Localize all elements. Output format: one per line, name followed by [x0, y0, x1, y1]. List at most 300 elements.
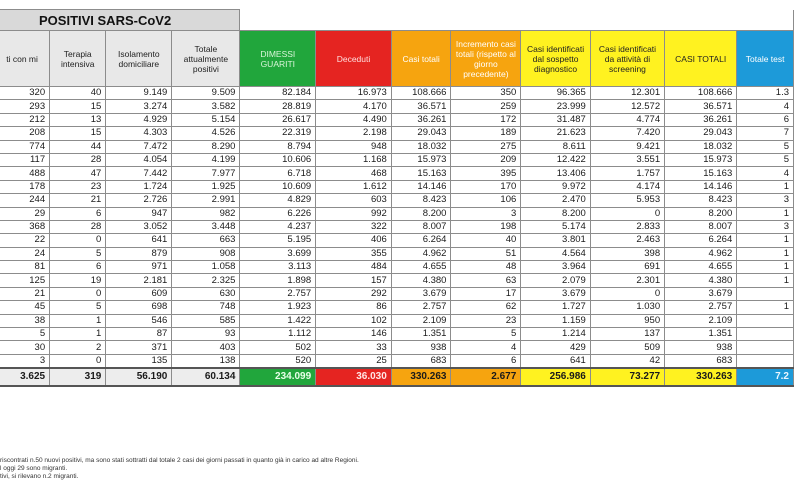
cell-totale-test	[737, 287, 794, 300]
cell-casi-totali: 36.571	[391, 100, 451, 113]
cell-totale-positivi: 982	[172, 207, 240, 220]
cell-casi-screening: 1.757	[590, 167, 664, 180]
cell-ricoverati: 488	[0, 167, 50, 180]
column-header-casi-sospetto-diagnostico: Casi identificati dal sospetto diagnostico	[521, 31, 591, 87]
cell-casi-totali: 2.109	[391, 314, 451, 327]
cell-casi-screening: 12.572	[590, 100, 664, 113]
cell-casi-sospetto-diagnostico: 8.200	[521, 207, 591, 220]
cell-isolamento-domiciliare: 609	[106, 287, 172, 300]
cell-ricoverati: 208	[0, 127, 50, 140]
cell-dimessi-guariti: 10.609	[240, 180, 316, 193]
footnote: l oggi 29 sono migranti.	[0, 465, 68, 472]
total-casi-screening: 73.277	[590, 368, 664, 386]
cell-casi-screening: 2.301	[590, 274, 664, 287]
cell-casi-totali: 108.666	[391, 87, 451, 100]
total-deceduti: 36.030	[316, 368, 392, 386]
cell-isolamento-domiciliare: 371	[106, 341, 172, 354]
cell-totale-test: 1	[737, 207, 794, 220]
cell-terapia-intensiva: 23	[50, 180, 106, 193]
cell-casi-totali: 18.032	[391, 140, 451, 153]
cell-deceduti: 33	[316, 341, 392, 354]
cell-casi-totali-2: 1.351	[665, 328, 737, 341]
cell-incremento-casi: 395	[451, 167, 521, 180]
cell-totale-positivi: 9.509	[172, 87, 240, 100]
table-row	[0, 113, 794, 126]
cell-totale-test: 3	[737, 220, 794, 233]
cell-casi-totali: 14.146	[391, 180, 451, 193]
cell-dimessi-guariti: 3.113	[240, 261, 316, 274]
cell-terapia-intensiva: 15	[50, 100, 106, 113]
cell-totale-test	[737, 328, 794, 341]
cell-incremento-casi: 198	[451, 220, 521, 233]
cell-deceduti: 484	[316, 261, 392, 274]
table-row	[0, 354, 794, 368]
cell-totale-positivi: 663	[172, 234, 240, 247]
cell-incremento-casi: 172	[451, 113, 521, 126]
cell-casi-screening: 509	[590, 341, 664, 354]
cell-incremento-casi: 48	[451, 261, 521, 274]
cell-deceduti: 948	[316, 140, 392, 153]
cell-ricoverati: 30	[0, 341, 50, 354]
cell-casi-screening: 398	[590, 247, 664, 260]
column-header-casi-totali-2: CASI TOTALI	[665, 31, 737, 87]
cell-casi-sospetto-diagnostico: 96.365	[521, 87, 591, 100]
table-row	[0, 220, 794, 233]
cell-totale-test: 6	[737, 113, 794, 126]
cell-casi-totali: 2.757	[391, 301, 451, 314]
cell-totale-test	[737, 314, 794, 327]
cell-totale-test	[737, 354, 794, 368]
cell-terapia-intensiva: 21	[50, 194, 106, 207]
cell-deceduti: 992	[316, 207, 392, 220]
cell-isolamento-domiciliare: 3.274	[106, 100, 172, 113]
cell-totale-positivi: 1.925	[172, 180, 240, 193]
cell-casi-totali-2: 4.380	[665, 274, 737, 287]
cell-ricoverati: 774	[0, 140, 50, 153]
cell-deceduti: 2.198	[316, 127, 392, 140]
cell-casi-totali-2: 6.264	[665, 234, 737, 247]
cell-deceduti: 16.973	[316, 87, 392, 100]
cell-ricoverati: 45	[0, 301, 50, 314]
cell-isolamento-domiciliare: 971	[106, 261, 172, 274]
cell-terapia-intensiva: 15	[50, 127, 106, 140]
cell-casi-totali-2: 36.571	[665, 100, 737, 113]
cell-casi-totali-2: 29.043	[665, 127, 737, 140]
cell-ricoverati: 125	[0, 274, 50, 287]
column-header-deceduti: Deceduti	[316, 31, 392, 87]
cell-totale-positivi: 3.448	[172, 220, 240, 233]
footnote: tivi, si rilevano n.2 migranti.	[0, 473, 79, 480]
cell-casi-sospetto-diagnostico: 31.487	[521, 113, 591, 126]
cell-dimessi-guariti: 2.757	[240, 287, 316, 300]
cell-totale-test: 5	[737, 140, 794, 153]
title-row	[0, 10, 794, 31]
cell-isolamento-domiciliare: 641	[106, 234, 172, 247]
cell-casi-sospetto-diagnostico: 2.079	[521, 274, 591, 287]
cell-incremento-casi: 5	[451, 328, 521, 341]
cell-incremento-casi: 209	[451, 153, 521, 166]
footnote: riscontrati n.50 nuovi positivi, ma sono stati sottratti dal totale 2 casi dei giorni passati in quanto già in carico ad altre Regioni.	[0, 457, 359, 464]
cell-totale-positivi: 138	[172, 354, 240, 368]
cell-terapia-intensiva: 6	[50, 207, 106, 220]
cell-casi-sospetto-diagnostico: 3.679	[521, 287, 591, 300]
total-dimessi-guariti: 234.099	[240, 368, 316, 386]
cell-casi-sospetto-diagnostico: 4.564	[521, 247, 591, 260]
cell-totale-test: 1.3	[737, 87, 794, 100]
cell-dimessi-guariti: 22.319	[240, 127, 316, 140]
cell-deceduti: 406	[316, 234, 392, 247]
cell-incremento-casi: 170	[451, 180, 521, 193]
table-row	[0, 127, 794, 140]
cell-isolamento-domiciliare: 947	[106, 207, 172, 220]
column-header-dimessi-guariti: DIMESSI GUARITI	[240, 31, 316, 87]
total-ricoverati: 3.625	[0, 368, 50, 386]
table-row	[0, 328, 794, 341]
cell-casi-totali: 683	[391, 354, 451, 368]
cell-ricoverati: 22	[0, 234, 50, 247]
cell-incremento-casi: 106	[451, 194, 521, 207]
cell-incremento-casi: 17	[451, 287, 521, 300]
column-header-totale-test: Totale test	[737, 31, 794, 87]
cell-casi-sospetto-diagnostico: 3.801	[521, 234, 591, 247]
total-incremento-casi: 2.677	[451, 368, 521, 386]
cell-casi-totali-2: 108.666	[665, 87, 737, 100]
cell-totale-positivi: 4.199	[172, 153, 240, 166]
cell-isolamento-domiciliare: 9.149	[106, 87, 172, 100]
cell-casi-totali: 938	[391, 341, 451, 354]
cell-totale-positivi: 585	[172, 314, 240, 327]
cell-casi-totali: 8.200	[391, 207, 451, 220]
totals-row	[0, 368, 794, 386]
cell-totale-test: 3	[737, 194, 794, 207]
cell-totale-test: 5	[737, 153, 794, 166]
cell-casi-screening: 7.420	[590, 127, 664, 140]
cell-terapia-intensiva: 0	[50, 287, 106, 300]
cell-casi-screening: 42	[590, 354, 664, 368]
cell-totale-test	[737, 341, 794, 354]
column-header-incremento-casi: Incremento casi totali (rispetto al giorno precedente)	[451, 31, 521, 87]
cell-totale-positivi: 1.058	[172, 261, 240, 274]
cell-totale-positivi: 2.991	[172, 194, 240, 207]
cell-casi-totali: 4.962	[391, 247, 451, 260]
cell-casi-totali-2: 3.679	[665, 287, 737, 300]
cell-casi-totali: 3.679	[391, 287, 451, 300]
cell-casi-screening: 137	[590, 328, 664, 341]
cell-dimessi-guariti: 5.195	[240, 234, 316, 247]
cell-casi-sospetto-diagnostico: 8.611	[521, 140, 591, 153]
cell-isolamento-domiciliare: 1.724	[106, 180, 172, 193]
cell-casi-totali: 4.380	[391, 274, 451, 287]
cell-casi-screening: 950	[590, 314, 664, 327]
cell-casi-totali: 8.423	[391, 194, 451, 207]
cell-isolamento-domiciliare: 135	[106, 354, 172, 368]
cell-dimessi-guariti: 4.829	[240, 194, 316, 207]
table-row	[0, 247, 794, 260]
cell-casi-sospetto-diagnostico: 2.470	[521, 194, 591, 207]
cell-deceduti: 102	[316, 314, 392, 327]
table-row	[0, 234, 794, 247]
column-header-terapia-intensiva: Terapia intensiva	[50, 31, 106, 87]
cell-casi-totali: 4.655	[391, 261, 451, 274]
cell-isolamento-domiciliare: 7.472	[106, 140, 172, 153]
cell-dimessi-guariti: 4.237	[240, 220, 316, 233]
cell-isolamento-domiciliare: 2.726	[106, 194, 172, 207]
cell-totale-positivi: 3.582	[172, 100, 240, 113]
cell-isolamento-domiciliare: 4.929	[106, 113, 172, 126]
table-row	[0, 167, 794, 180]
cell-deceduti: 4.170	[316, 100, 392, 113]
cell-dimessi-guariti: 82.184	[240, 87, 316, 100]
total-casi-sospetto-diagnostico: 256.986	[521, 368, 591, 386]
cell-incremento-casi: 63	[451, 274, 521, 287]
cell-ricoverati: 368	[0, 220, 50, 233]
cell-casi-totali: 8.007	[391, 220, 451, 233]
cell-casi-sospetto-diagnostico: 1.727	[521, 301, 591, 314]
cell-deceduti: 146	[316, 328, 392, 341]
table-row	[0, 287, 794, 300]
cell-ricoverati: 3	[0, 354, 50, 368]
cell-ricoverati: 320	[0, 87, 50, 100]
cell-casi-screening: 12.301	[590, 87, 664, 100]
cell-ricoverati: 293	[0, 100, 50, 113]
cell-totale-positivi: 8.290	[172, 140, 240, 153]
cell-casi-sospetto-diagnostico: 9.972	[521, 180, 591, 193]
cell-totale-positivi: 630	[172, 287, 240, 300]
cell-incremento-casi: 4	[451, 341, 521, 354]
cell-terapia-intensiva: 28	[50, 153, 106, 166]
cell-terapia-intensiva: 44	[50, 140, 106, 153]
cell-ricoverati: 178	[0, 180, 50, 193]
cell-casi-sospetto-diagnostico: 429	[521, 341, 591, 354]
cell-incremento-casi: 275	[451, 140, 521, 153]
cell-deceduti: 25	[316, 354, 392, 368]
cell-dimessi-guariti: 1.422	[240, 314, 316, 327]
cell-casi-totali-2: 2.109	[665, 314, 737, 327]
total-isolamento-domiciliare: 56.190	[106, 368, 172, 386]
cell-ricoverati: 212	[0, 113, 50, 126]
column-header-ricoverati: ti con mi	[0, 31, 50, 87]
cell-incremento-casi: 51	[451, 247, 521, 260]
cell-deceduti: 468	[316, 167, 392, 180]
cell-deceduti: 322	[316, 220, 392, 233]
cell-incremento-casi: 6	[451, 354, 521, 368]
cell-casi-sospetto-diagnostico: 1.214	[521, 328, 591, 341]
column-header-isolamento-domiciliare: Isolamento domiciliare	[106, 31, 172, 87]
cell-casi-totali-2: 4.962	[665, 247, 737, 260]
cell-isolamento-domiciliare: 879	[106, 247, 172, 260]
column-header-casi-totali: Casi totali	[391, 31, 451, 87]
cell-casi-totali-2: 14.146	[665, 180, 737, 193]
cell-isolamento-domiciliare: 4.054	[106, 153, 172, 166]
cell-casi-totali-2: 2.757	[665, 301, 737, 314]
header-row	[0, 31, 794, 87]
cell-deceduti: 1.168	[316, 153, 392, 166]
cell-deceduti: 4.490	[316, 113, 392, 126]
total-casi-totali-2: 330.263	[665, 368, 737, 386]
cell-totale-positivi: 4.526	[172, 127, 240, 140]
table-row	[0, 87, 794, 100]
cell-terapia-intensiva: 40	[50, 87, 106, 100]
cell-incremento-casi: 259	[451, 100, 521, 113]
cell-dimessi-guariti: 8.794	[240, 140, 316, 153]
cell-totale-test: 1	[737, 247, 794, 260]
cell-totale-test: 1	[737, 301, 794, 314]
cell-ricoverati: 5	[0, 328, 50, 341]
cell-casi-sospetto-diagnostico: 13.406	[521, 167, 591, 180]
cell-terapia-intensiva: 19	[50, 274, 106, 287]
cell-totale-test: 4	[737, 100, 794, 113]
cell-casi-totali-2: 18.032	[665, 140, 737, 153]
cell-totale-test: 1	[737, 274, 794, 287]
cell-totale-positivi: 2.325	[172, 274, 240, 287]
cell-terapia-intensiva: 2	[50, 341, 106, 354]
cell-deceduti: 1.612	[316, 180, 392, 193]
cell-isolamento-domiciliare: 4.303	[106, 127, 172, 140]
cell-dimessi-guariti: 3.699	[240, 247, 316, 260]
table-row	[0, 261, 794, 274]
cell-incremento-casi: 3	[451, 207, 521, 220]
cell-ricoverati: 81	[0, 261, 50, 274]
cell-casi-totali: 29.043	[391, 127, 451, 140]
table-title: POSITIVI SARS-CoV2	[0, 10, 240, 31]
cell-ricoverati: 244	[0, 194, 50, 207]
cell-incremento-casi: 23	[451, 314, 521, 327]
cell-casi-screening: 2.833	[590, 220, 664, 233]
cell-isolamento-domiciliare: 546	[106, 314, 172, 327]
cell-casi-sospetto-diagnostico: 23.999	[521, 100, 591, 113]
cell-casi-totali-2: 15.973	[665, 153, 737, 166]
cell-ricoverati: 29	[0, 207, 50, 220]
table-row	[0, 100, 794, 113]
cell-terapia-intensiva: 6	[50, 261, 106, 274]
cell-terapia-intensiva: 47	[50, 167, 106, 180]
cell-totale-test: 1	[737, 261, 794, 274]
cell-totale-positivi: 748	[172, 301, 240, 314]
cell-dimessi-guariti: 28.819	[240, 100, 316, 113]
footnotes	[0, 457, 800, 481]
cell-totale-test: 1	[737, 180, 794, 193]
table-row	[0, 274, 794, 287]
table-row	[0, 153, 794, 166]
cell-totale-positivi: 93	[172, 328, 240, 341]
cell-casi-totali-2: 938	[665, 341, 737, 354]
cell-deceduti: 603	[316, 194, 392, 207]
cell-deceduti: 355	[316, 247, 392, 260]
cell-casi-screening: 4.774	[590, 113, 664, 126]
cell-casi-totali-2: 8.200	[665, 207, 737, 220]
cell-terapia-intensiva: 1	[50, 328, 106, 341]
table-row	[0, 207, 794, 220]
cell-dimessi-guariti: 1.923	[240, 301, 316, 314]
cell-casi-sospetto-diagnostico: 641	[521, 354, 591, 368]
cell-totale-test: 4	[737, 167, 794, 180]
cell-casi-sospetto-diagnostico: 3.964	[521, 261, 591, 274]
cell-casi-totali: 15.163	[391, 167, 451, 180]
cell-dimessi-guariti: 26.617	[240, 113, 316, 126]
cell-terapia-intensiva: 28	[50, 220, 106, 233]
cell-dimessi-guariti: 10.606	[240, 153, 316, 166]
cell-casi-screening: 4.174	[590, 180, 664, 193]
cell-casi-sospetto-diagnostico: 21.623	[521, 127, 591, 140]
cell-isolamento-domiciliare: 87	[106, 328, 172, 341]
total-casi-totali: 330.263	[391, 368, 451, 386]
table-row	[0, 314, 794, 327]
cell-terapia-intensiva: 1	[50, 314, 106, 327]
cell-casi-screening: 691	[590, 261, 664, 274]
cell-casi-totali-2: 683	[665, 354, 737, 368]
cell-deceduti: 86	[316, 301, 392, 314]
cell-totale-positivi: 7.977	[172, 167, 240, 180]
cell-casi-totali: 15.973	[391, 153, 451, 166]
cell-dimessi-guariti: 6.226	[240, 207, 316, 220]
cell-casi-screening: 5.953	[590, 194, 664, 207]
cell-ricoverati: 117	[0, 153, 50, 166]
cell-terapia-intensiva: 0	[50, 354, 106, 368]
cell-isolamento-domiciliare: 698	[106, 301, 172, 314]
cell-isolamento-domiciliare: 2.181	[106, 274, 172, 287]
cell-dimessi-guariti: 1.112	[240, 328, 316, 341]
cell-incremento-casi: 189	[451, 127, 521, 140]
cell-dimessi-guariti: 6.718	[240, 167, 316, 180]
cell-casi-screening: 9.421	[590, 140, 664, 153]
cell-casi-screening: 3.551	[590, 153, 664, 166]
table-row	[0, 180, 794, 193]
cell-incremento-casi: 350	[451, 87, 521, 100]
cell-terapia-intensiva: 13	[50, 113, 106, 126]
table-row	[0, 140, 794, 153]
cell-isolamento-domiciliare: 7.442	[106, 167, 172, 180]
cell-casi-totali-2: 36.261	[665, 113, 737, 126]
cell-terapia-intensiva: 5	[50, 301, 106, 314]
cell-terapia-intensiva: 0	[50, 234, 106, 247]
cell-casi-totali: 36.261	[391, 113, 451, 126]
cell-dimessi-guariti: 1.898	[240, 274, 316, 287]
column-header-casi-screening: Casi identificati da attività di screening	[590, 31, 664, 87]
table-row	[0, 301, 794, 314]
cell-casi-sospetto-diagnostico: 1.159	[521, 314, 591, 327]
total-totale-test: 7.2	[737, 368, 794, 386]
cell-casi-totali-2: 8.423	[665, 194, 737, 207]
table-body	[0, 87, 794, 386]
cell-dimessi-guariti: 502	[240, 341, 316, 354]
covid-data-table	[0, 9, 794, 387]
cell-ricoverati: 21	[0, 287, 50, 300]
cell-totale-positivi: 908	[172, 247, 240, 260]
total-terapia-intensiva: 319	[50, 368, 106, 386]
cell-casi-totali: 6.264	[391, 234, 451, 247]
cell-casi-screening: 0	[590, 287, 664, 300]
cell-totale-test: 1	[737, 234, 794, 247]
cell-casi-totali-2: 15.163	[665, 167, 737, 180]
cell-casi-sospetto-diagnostico: 5.174	[521, 220, 591, 233]
cell-dimessi-guariti: 520	[240, 354, 316, 368]
table-row	[0, 341, 794, 354]
cell-deceduti: 292	[316, 287, 392, 300]
cell-deceduti: 157	[316, 274, 392, 287]
cell-incremento-casi: 40	[451, 234, 521, 247]
table-row	[0, 194, 794, 207]
total-totale-positivi: 60.134	[172, 368, 240, 386]
cell-casi-totali: 1.351	[391, 328, 451, 341]
cell-casi-screening: 1.030	[590, 301, 664, 314]
column-header-totale-positivi: Totale attualmente positivi	[172, 31, 240, 87]
cell-ricoverati: 38	[0, 314, 50, 327]
cell-casi-sospetto-diagnostico: 12.422	[521, 153, 591, 166]
cell-totale-positivi: 403	[172, 341, 240, 354]
cell-ricoverati: 24	[0, 247, 50, 260]
cell-terapia-intensiva: 5	[50, 247, 106, 260]
cell-casi-screening: 2.463	[590, 234, 664, 247]
